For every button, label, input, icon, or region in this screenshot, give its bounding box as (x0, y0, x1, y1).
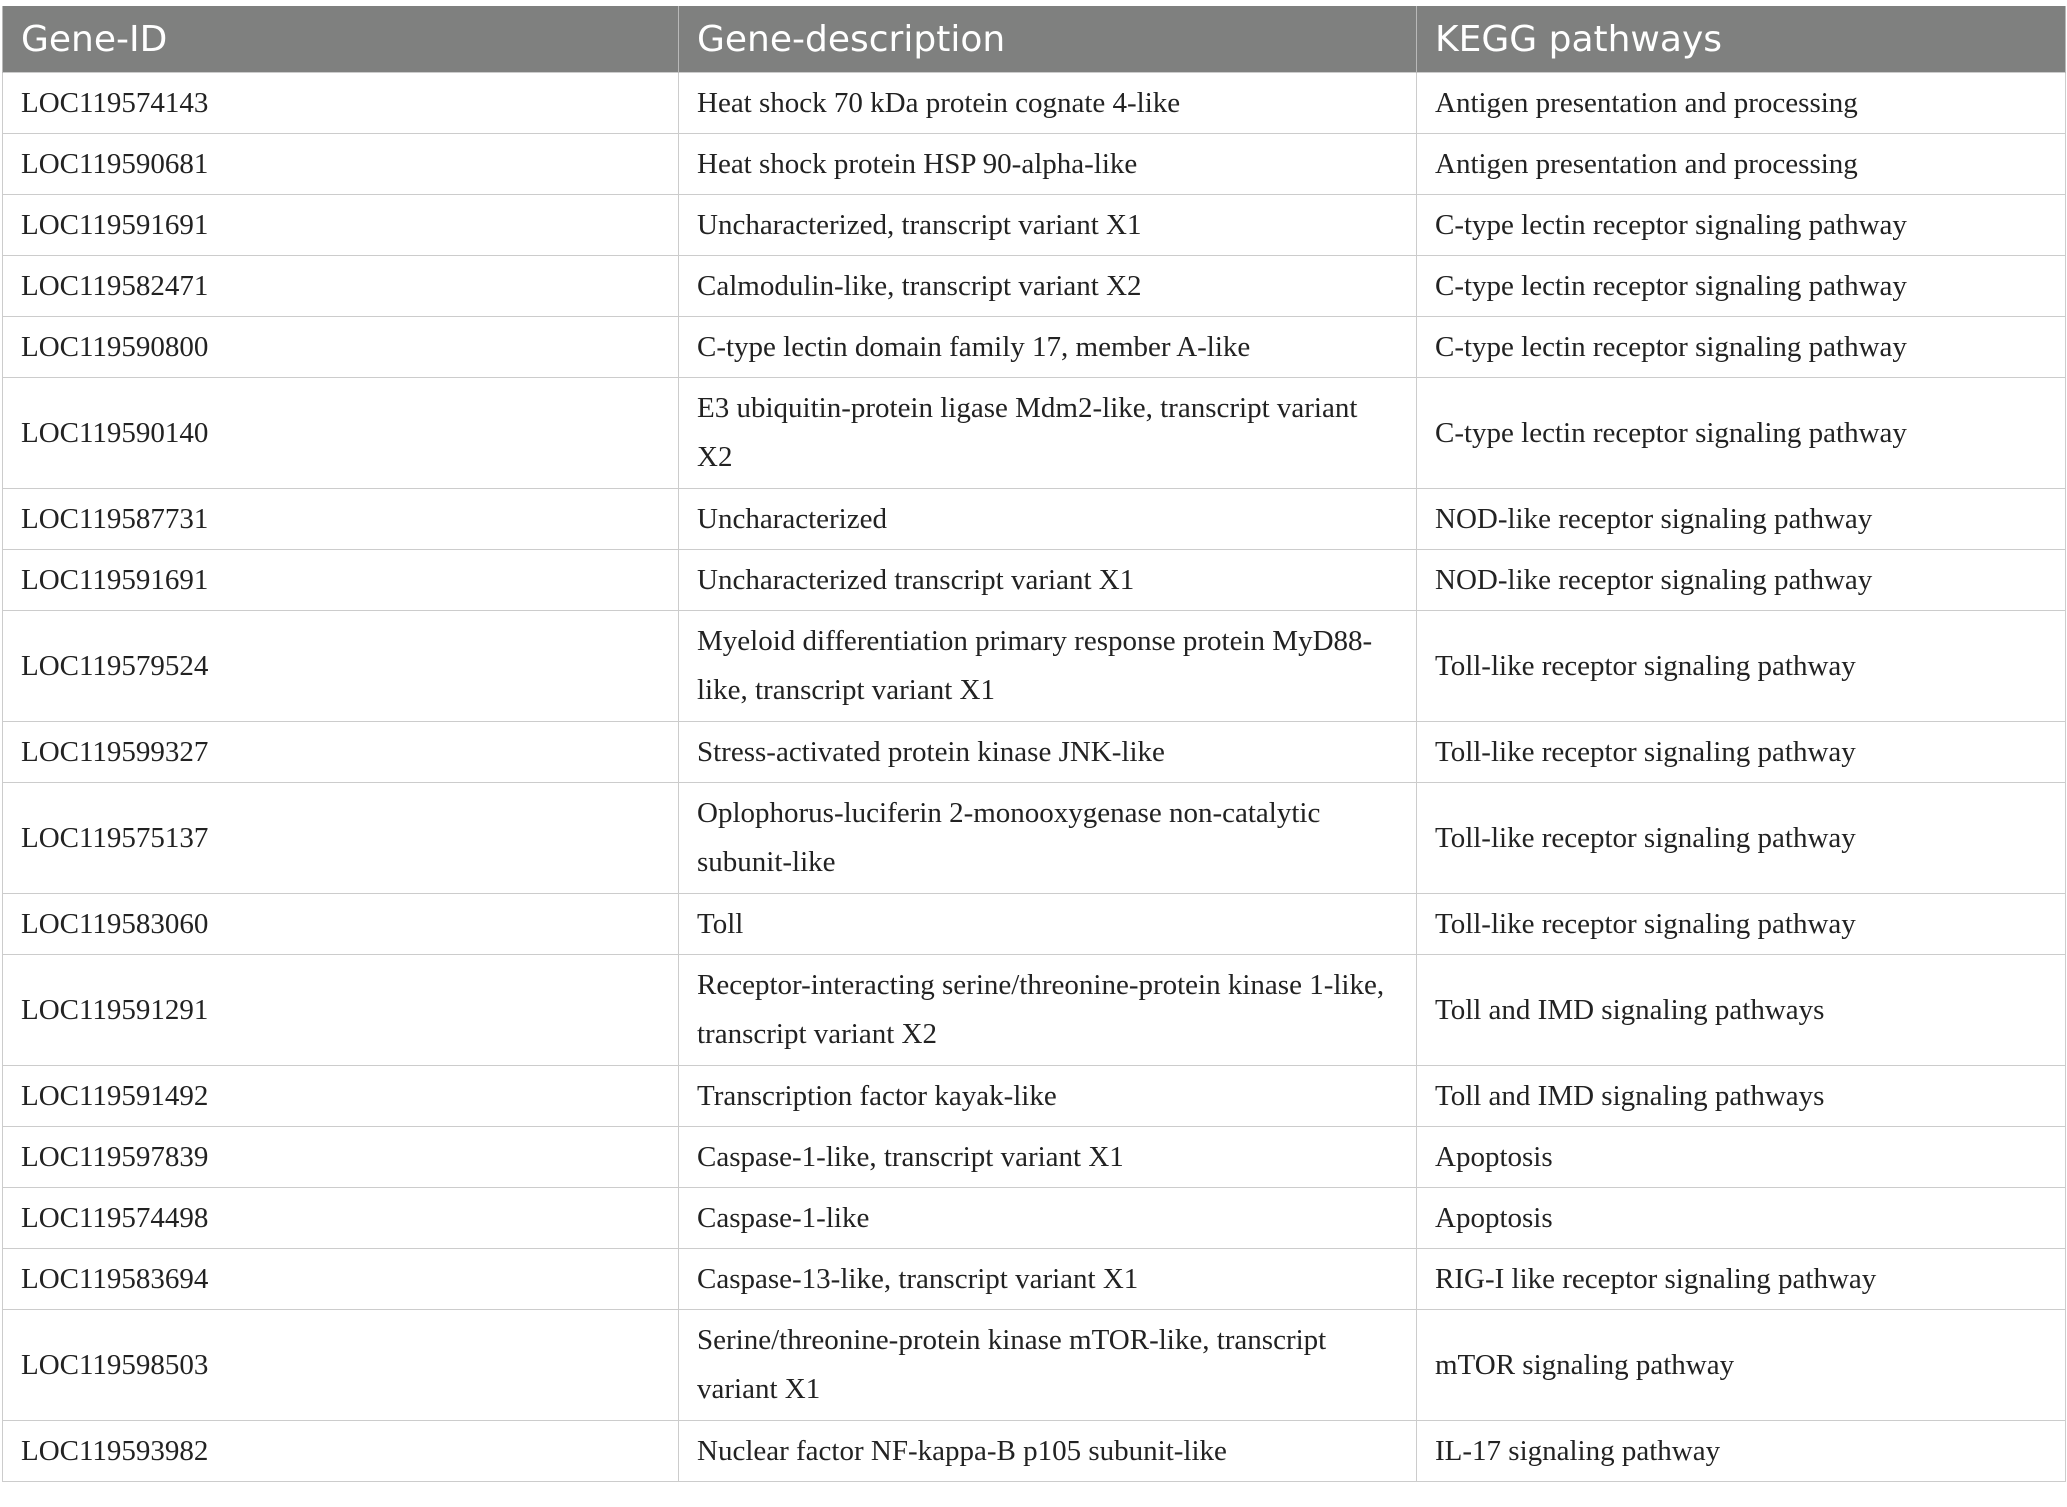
cell-gene-id: LOC119582471 (3, 256, 679, 317)
cell-kegg-pathway: Apoptosis (1417, 1188, 2066, 1249)
cell-gene-description: Toll (679, 894, 1417, 955)
cell-gene-description: C-type lectin domain family 17, member A-like (679, 317, 1417, 378)
cell-kegg-pathway: Apoptosis (1417, 1127, 2066, 1188)
cell-gene-description: Heat shock 70 kDa protein cognate 4-like (679, 73, 1417, 134)
cell-gene-id: LOC119591691 (3, 195, 679, 256)
cell-kegg-pathway: Antigen presentation and processing (1417, 73, 2066, 134)
cell-gene-id: LOC119591291 (3, 955, 679, 1066)
cell-gene-id: LOC119590681 (3, 134, 679, 195)
header-gene-description: Gene-description (679, 6, 1417, 73)
table-row (3, 489, 2066, 550)
cell-kegg-pathway: Toll and IMD signaling pathways (1417, 955, 2066, 1066)
cell-kegg-pathway: NOD-like receptor signaling pathway (1417, 489, 2066, 550)
cell-gene-id: LOC119590140 (3, 378, 679, 489)
cell-gene-id: LOC119579524 (3, 611, 679, 722)
cell-gene-description: Caspase-1-like, transcript variant X1 (679, 1127, 1417, 1188)
cell-gene-description: Uncharacterized (679, 489, 1417, 550)
table-row (3, 1188, 2066, 1249)
cell-gene-description: Myeloid differentiation primary response protein MyD88-like, transcript variant X1 (679, 611, 1417, 722)
cell-kegg-pathway: Antigen presentation and processing (1417, 134, 2066, 195)
cell-gene-description: Receptor-interacting serine/threonine-protein kinase 1-like, transcript variant X2 (679, 955, 1417, 1066)
cell-kegg-pathway: C-type lectin receptor signaling pathway (1417, 317, 2066, 378)
cell-gene-description: Oplophorus-luciferin 2-monooxygenase non-catalytic subunit-like (679, 783, 1417, 894)
table-row (3, 1421, 2066, 1482)
cell-gene-id: LOC119599327 (3, 722, 679, 783)
table-row (3, 894, 2066, 955)
cell-gene-description: Uncharacterized transcript variant X1 (679, 550, 1417, 611)
cell-gene-description: Uncharacterized, transcript variant X1 (679, 195, 1417, 256)
table-row (3, 955, 2066, 1066)
cell-gene-id: LOC119598503 (3, 1310, 679, 1421)
cell-gene-id: LOC119591691 (3, 550, 679, 611)
table-row (3, 317, 2066, 378)
table-row (3, 256, 2066, 317)
cell-gene-description: Transcription factor kayak-like (679, 1066, 1417, 1127)
table-row (3, 134, 2066, 195)
cell-gene-id: LOC119593982 (3, 1421, 679, 1482)
cell-kegg-pathway: NOD-like receptor signaling pathway (1417, 550, 2066, 611)
table-row (3, 73, 2066, 134)
cell-kegg-pathway: C-type lectin receptor signaling pathway (1417, 378, 2066, 489)
table-row (3, 1249, 2066, 1310)
table-row (3, 550, 2066, 611)
table-row (3, 378, 2066, 489)
cell-gene-id: LOC119590800 (3, 317, 679, 378)
cell-gene-description: E3 ubiquitin-protein ligase Mdm2-like, transcript variant X2 (679, 378, 1417, 489)
cell-gene-description: Nuclear factor NF-kappa-B p105 subunit-like (679, 1421, 1417, 1482)
cell-kegg-pathway: Toll-like receptor signaling pathway (1417, 722, 2066, 783)
cell-gene-description: Serine/threonine-protein kinase mTOR-like, transcript variant X1 (679, 1310, 1417, 1421)
header-gene-id: Gene-ID (3, 6, 679, 73)
table-body (3, 73, 2066, 1482)
table-header (3, 6, 2066, 73)
table-row (3, 783, 2066, 894)
cell-gene-description: Calmodulin-like, transcript variant X2 (679, 256, 1417, 317)
cell-kegg-pathway: Toll-like receptor signaling pathway (1417, 894, 2066, 955)
cell-gene-description: Caspase-13-like, transcript variant X1 (679, 1249, 1417, 1310)
table-row (3, 1310, 2066, 1421)
header-kegg-pathways: KEGG pathways (1417, 6, 2066, 73)
table-row (3, 722, 2066, 783)
table-row (3, 611, 2066, 722)
cell-gene-id: LOC119575137 (3, 783, 679, 894)
cell-kegg-pathway: C-type lectin receptor signaling pathway (1417, 195, 2066, 256)
cell-gene-description: Caspase-1-like (679, 1188, 1417, 1249)
table-row (3, 1127, 2066, 1188)
gene-table-container (2, 6, 2065, 1482)
cell-gene-id: LOC119591492 (3, 1066, 679, 1127)
cell-gene-description: Heat shock protein HSP 90-alpha-like (679, 134, 1417, 195)
cell-gene-id: LOC119583694 (3, 1249, 679, 1310)
cell-kegg-pathway: Toll-like receptor signaling pathway (1417, 611, 2066, 722)
cell-gene-description: Stress-activated protein kinase JNK-like (679, 722, 1417, 783)
header-row (3, 6, 2066, 73)
cell-kegg-pathway: C-type lectin receptor signaling pathway (1417, 256, 2066, 317)
cell-gene-id: LOC119587731 (3, 489, 679, 550)
cell-kegg-pathway: Toll and IMD signaling pathways (1417, 1066, 2066, 1127)
cell-kegg-pathway: Toll-like receptor signaling pathway (1417, 783, 2066, 894)
cell-gene-id: LOC119583060 (3, 894, 679, 955)
cell-gene-id: LOC119574143 (3, 73, 679, 134)
cell-kegg-pathway: IL-17 signaling pathway (1417, 1421, 2066, 1482)
table-row (3, 195, 2066, 256)
cell-kegg-pathway: RIG-I like receptor signaling pathway (1417, 1249, 2066, 1310)
cell-kegg-pathway: mTOR signaling pathway (1417, 1310, 2066, 1421)
cell-gene-id: LOC119597839 (3, 1127, 679, 1188)
table-row (3, 1066, 2066, 1127)
cell-gene-id: LOC119574498 (3, 1188, 679, 1249)
gene-kegg-table (2, 6, 2066, 1482)
